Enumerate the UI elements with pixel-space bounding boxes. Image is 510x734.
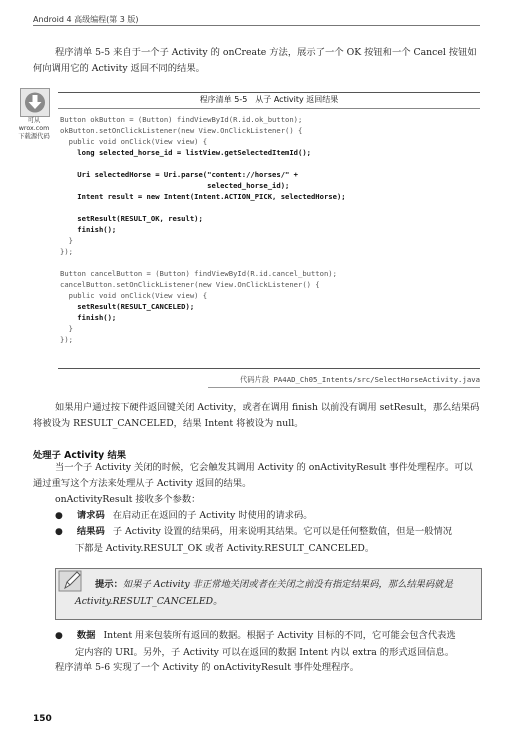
code-line: }	[60, 236, 73, 245]
code-line: selected_horse_id);	[60, 181, 290, 190]
bullet-term: 请求码	[76, 510, 105, 521]
download-caption-line: 可从	[27, 117, 41, 124]
code-line: setResult(RESULT_OK, result);	[60, 214, 203, 223]
body-paragraph: 当一个子 Activity 关闭的时候，它会触发其调用 Activity 的 onActivityResult 事件处理程序。可以通过重写这个方法来处理从子 Activity 返回的结果。	[33, 462, 473, 489]
section-heading: 处理子 Activity 结果	[33, 450, 127, 461]
bullet-text: 子 Activity 设置的结果码，用来说明其结果。它可以是任何整数值，但是一般情况	[112, 526, 453, 537]
download-caption	[14, 117, 54, 141]
tip-body: 如果子 Activity 非正常地关闭或者在关闭之前没有指定结果码，那么结果码就是 Activity.RESULT_CANCELED。	[75, 579, 453, 607]
listing-top-rule	[58, 92, 480, 93]
body-paragraph: onActivityResult 接收多个参数：	[55, 494, 201, 505]
tip-text	[75, 576, 470, 610]
code-line: public void onClick(View view) {	[60, 291, 208, 300]
code-line: Button cancelButton = (Button) findViewById(R.id.cancel_button);	[60, 269, 337, 278]
bullet-term: 数据	[76, 630, 96, 641]
code-line: finish();	[60, 225, 117, 234]
code-line: public void onClick(View view) {	[60, 137, 208, 146]
code-line: Intent result = new Intent(Intent.ACTION_PICK, selectedHorse);	[60, 192, 346, 201]
page-number: 150	[33, 714, 52, 724]
code-line: Uri selectedHorse = Uri.parse("content://horses/" +	[60, 170, 298, 179]
listing-title: 程序清单 5-5 从子 Activity 返回结果	[199, 95, 339, 104]
code-listing	[60, 114, 346, 345]
header-rule	[33, 25, 480, 26]
body-paragraph: 程序清单 5-6 实现了一个 Activity 的 onActivityResult 事件处理程序。	[55, 662, 359, 673]
code-line: setResult(RESULT_CANCELED);	[60, 302, 195, 311]
download-arrow-icon	[20, 88, 50, 117]
tip-label: 提示：	[95, 579, 123, 590]
download-caption-line: wrox.com	[18, 125, 50, 132]
code-line: cancelButton.setOnClickListener(new View.OnClickListener() {	[60, 280, 320, 289]
bullet-icon: ●	[55, 527, 63, 537]
bullet-text-continued: 定内容的 URI。另外，子 Activity 可以在返回的数据 Intent 内以 extra 的形式返回信息。	[75, 646, 455, 658]
listing-title-rule	[58, 108, 480, 109]
body-paragraph: 如果用户通过按下硬件返回键关闭 Activity，或者在调用 finish 以前没有调用 setResult，那么结果码将被设为 RESULT_CANCELED，结果 Intent 将被设为 null。	[33, 402, 480, 429]
code-line: Button okButton = (Button) findViewById(R.id.ok_button);	[60, 115, 303, 124]
code-line: });	[60, 335, 73, 344]
bullet-icon: ●	[55, 511, 63, 521]
listing-source-rule	[208, 387, 480, 388]
code-line: }	[60, 324, 73, 333]
bullet-item	[55, 628, 480, 660]
code-line: long selected_horse_id = listView.getSelectedItemId();	[60, 148, 311, 157]
code-line: });	[60, 247, 73, 256]
listing-source: 代码片段 PA4AD_Ch05_Intents/src/SelectHorseActivity.java	[239, 375, 480, 384]
listing-bottom-rule	[58, 368, 480, 369]
running-header: Android 4 高级编程(第 3 版)	[33, 15, 139, 24]
intro-paragraph: 程序清单 5-5 来自于一个子 Activity 的 onCreate 方法，展示了一个 OK 按钮和一个 Cancel 按钮如何向调用它的 Activity 返回不同的结果。	[33, 47, 477, 74]
bullet-text-continued: 下都是 Activity.RESULT_OK 或者 Activity.RESULT_CANCELED。	[75, 542, 375, 554]
bullet-text: Intent 用来包装所有返回的数据。根据子 Activity 目标的不同，它可能会包含代表选	[103, 630, 456, 641]
download-caption-line: 下载源代码	[18, 133, 50, 140]
code-line: okButton.setOnClickListener(new View.OnClickListener() {	[60, 126, 303, 135]
bullet-term: 结果码	[76, 526, 105, 537]
bullet-item	[55, 508, 313, 525]
code-line: finish();	[60, 313, 117, 322]
bullet-text: 在启动正在返回的子 Activity 时使用的请求码。	[112, 510, 313, 521]
bullet-item	[55, 524, 480, 556]
bullet-icon: ●	[55, 631, 63, 641]
